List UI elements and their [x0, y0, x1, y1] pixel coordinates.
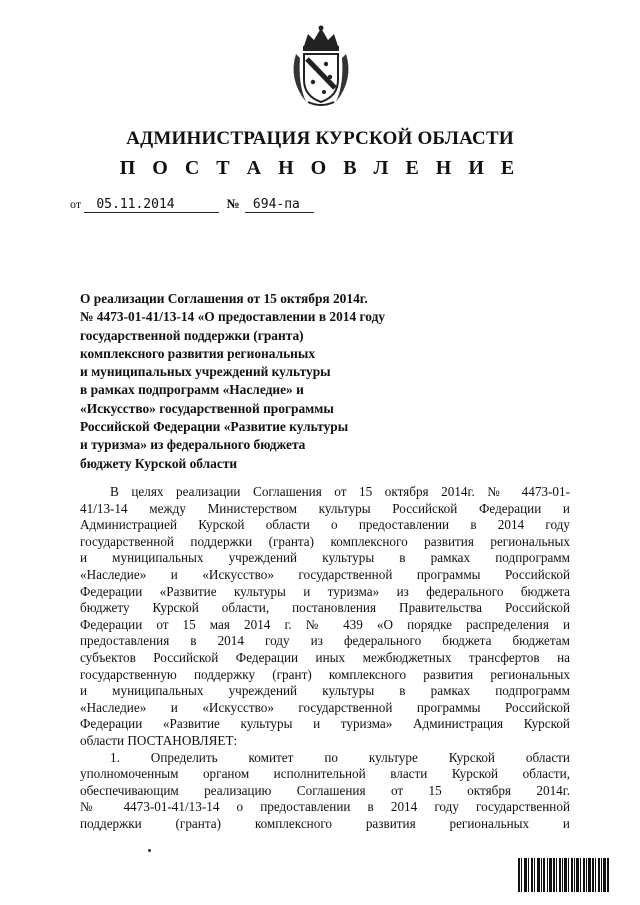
body-line: «Наследие» и «Искусство» государственной программы Российской	[80, 699, 570, 715]
subject-line: «Искусство» государственной программы	[80, 400, 334, 416]
date-prefix: от	[70, 197, 82, 211]
subject-line: и муниципальных учреждений культуры	[80, 364, 331, 380]
subject-line: комплексного развития региональных	[80, 345, 316, 361]
barcode-icon	[518, 858, 610, 892]
document-date: 05.11.2014	[84, 197, 219, 213]
body-line: государственной поддержки (гранта) комплексного развития региональных	[80, 533, 570, 549]
body-line: № 4473-01-41/13-14 о предоставлении в 2014 году государственной	[80, 799, 570, 815]
body-line: области ПОСТАНОВЛЯЕТ:	[80, 732, 238, 748]
subject-line: Российской Федерации «Развитие культуры	[80, 419, 349, 435]
body-line: Федерации «Развитие культуры и туризма» Администрация Курской	[80, 716, 570, 732]
body-line: предоставления в 2014 году из федерального бюджета бюджетам	[80, 633, 570, 649]
body-line: и муниципальных учреждений культуры в рамках подпрограмм	[80, 683, 570, 699]
document-number: 694-па	[245, 197, 314, 213]
body-line: В целях реализации Соглашения от 15 октября 2014г. № 4473-01-	[110, 484, 570, 499]
subject-line: О реализации Соглашения от 15 октября 2014г.	[80, 291, 368, 306]
body-line: Администрацией Курской области о предоставлении в 2014 году	[80, 517, 570, 533]
subject-line: и туризма» из федерального бюджета	[80, 437, 306, 453]
organization-title: АДМИНИСТРАЦИЯ КУРСКОЙ ОБЛАСТИ	[126, 128, 514, 149]
body-line: государственную поддержку (грант) комплексного развития региональных	[80, 666, 570, 682]
body-line: и муниципальных учреждений культуры в рамках подпрограмм	[80, 550, 570, 566]
body-line: «Наследие» и «Искусство» государственной программы Российской	[80, 566, 570, 582]
body-line: 1. Определить комитет по культуре Курской области	[110, 749, 570, 765]
body-line: субъектов Российской Федерации иных межбюджетных трансфертов на	[80, 649, 570, 665]
body-line: Федерации от 15 мая 2014 г. № 439 «О порядке распределения и	[80, 616, 570, 632]
subject-line: в рамках подпрограмм «Наследие» и	[80, 382, 304, 398]
body-line: бюджету Курской области, постановления Правительства Российской	[80, 600, 570, 616]
number-prefix: №	[226, 196, 240, 211]
body-line: 41/13-14 между Министерством культуры Российской Федерации и	[80, 500, 570, 516]
subject-line: государственной поддержки (гранта)	[80, 327, 304, 343]
scan-speck	[148, 849, 151, 852]
date-number-line	[70, 196, 314, 213]
body-line: поддержки (гранта) комплексного развития региональных и	[80, 815, 570, 831]
coat-of-arms-icon	[286, 24, 356, 108]
subject-line: бюджету Курской области	[80, 455, 238, 471]
subject-line: № 4473-01-41/13-14 «О предоставлении в 2014 году	[80, 309, 386, 325]
document-body	[80, 484, 570, 832]
document-type: П О С Т А Н О В Л Е Н И Е	[119, 157, 521, 179]
body-line: обеспечивающим реализацию Соглашения от 15 октября 2014г.	[80, 782, 570, 798]
subject-heading	[80, 290, 440, 473]
body-line: Федерации «Развитие культуры и туризма» из федерального бюджета	[80, 583, 570, 599]
body-line: уполномоченным органом исполнительной власти Курской области,	[80, 766, 570, 782]
